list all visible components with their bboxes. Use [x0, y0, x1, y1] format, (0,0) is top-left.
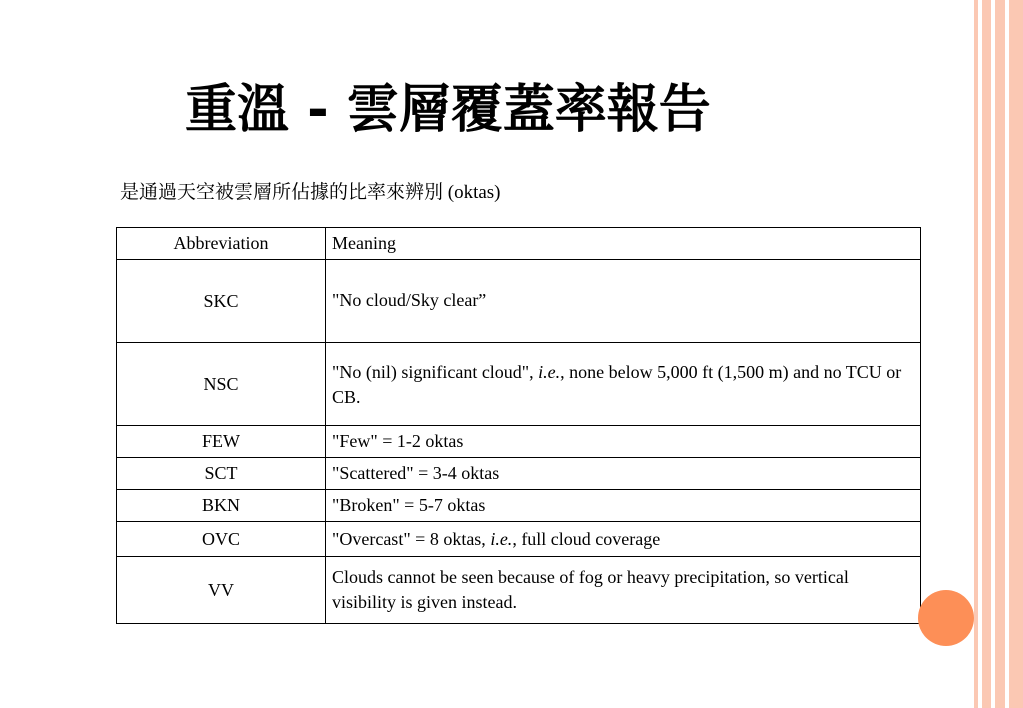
abbreviation-cell: SCT [117, 458, 326, 490]
table-row [117, 490, 921, 522]
table-row [117, 522, 921, 557]
table-row [117, 343, 921, 426]
abbreviation-cell: NSC [117, 343, 326, 426]
meaning-text: , none below 5,000 ft (1,500 m) and no TCU or CB. [332, 362, 902, 407]
meaning-text: "Overcast" = 8 oktas, [332, 528, 491, 549]
decorative-circle [918, 590, 974, 646]
meaning-italic: i.e. [490, 528, 513, 549]
abbreviation-cell: FEW [117, 426, 326, 458]
abbreviation-cell: OVC [117, 522, 326, 557]
meaning-cell: "No cloud/Sky clear” [326, 260, 921, 343]
table-row [117, 426, 921, 458]
table-row [117, 557, 921, 624]
meaning-cell: "Broken" = 5-7 oktas [326, 490, 921, 522]
header-meaning: Meaning [326, 228, 921, 260]
table-row [117, 260, 921, 343]
header-abbreviation: Abbreviation [117, 228, 326, 260]
table-header-row [117, 228, 921, 260]
meaning-text: , full cloud coverage [512, 528, 661, 549]
table-row [117, 458, 921, 490]
border-stripe [974, 0, 978, 708]
meaning-cell [326, 522, 921, 557]
border-stripe [1009, 0, 1023, 708]
meaning-italic: i.e. [538, 362, 561, 382]
meaning-cell: Clouds cannot be seen because of fog or heavy precipitation, so vertical visibility is given instead. [326, 557, 921, 624]
abbreviation-cell: BKN [117, 490, 326, 522]
abbreviation-cell: SKC [117, 260, 326, 343]
border-stripe [982, 0, 991, 708]
slide-subtitle: 是通過天空被雲層所佔據的比率來辨別 (oktas) [120, 182, 501, 203]
meaning-cell: "Scattered" = 3-4 oktas [326, 458, 921, 490]
abbreviation-cell: VV [117, 557, 326, 624]
meaning-cell: "Few" = 1-2 oktas [326, 426, 921, 458]
meaning-cell [326, 343, 921, 426]
slide-title: 重溫 - 雲層覆蓋率報告 [185, 80, 711, 140]
border-stripe [995, 0, 1005, 708]
cloud-cover-table [116, 227, 921, 624]
meaning-text: "No (nil) significant cloud", [332, 362, 539, 382]
